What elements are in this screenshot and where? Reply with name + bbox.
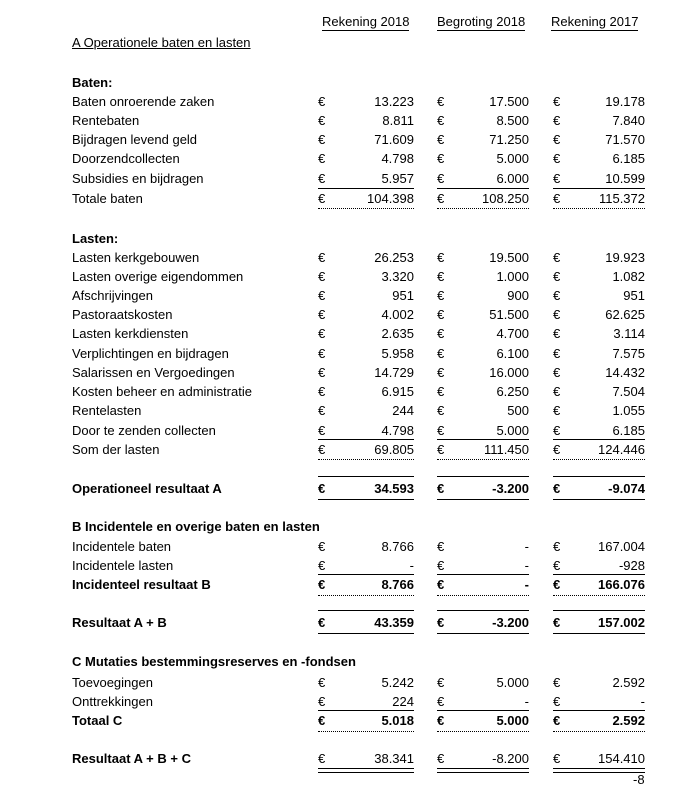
cell-value: 5.958: [381, 346, 414, 361]
cell-value: -3.200: [492, 615, 529, 630]
row-label-verplichtingen-en-bijdragen: Verplichtingen en bijdragen: [72, 346, 229, 361]
table-row: [0, 93, 681, 112]
section-rule: [553, 499, 645, 500]
currency-symbol: €: [553, 481, 561, 496]
section-rule: [437, 499, 529, 500]
table-row: [0, 614, 681, 633]
currency-symbol: €: [318, 113, 326, 128]
table-row: [0, 402, 681, 421]
cell-value: 166.076: [598, 577, 645, 592]
total-dotted-underline: [553, 459, 645, 460]
currency-symbol: €: [553, 113, 561, 128]
currency-symbol: €: [437, 577, 445, 592]
cell-value: 4.798: [381, 423, 414, 438]
currency-symbol: €: [437, 171, 445, 186]
subtotal-underline: [553, 574, 645, 575]
lasten-heading: Lasten:: [72, 231, 119, 246]
cell-value: 6.185: [612, 151, 645, 166]
cell-value: 71.570: [605, 132, 645, 147]
section-rule: [318, 610, 414, 611]
subtotal-underline: [437, 574, 529, 575]
currency-symbol: €: [318, 539, 326, 554]
row-label-salarissen-en-vergoedingen: Salarissen en Vergoedingen: [72, 365, 235, 380]
cell-value: 5.957: [381, 171, 414, 186]
section-rule: [553, 476, 645, 477]
baten-heading: Baten:: [72, 75, 113, 90]
cell-value: 3.320: [381, 269, 414, 284]
currency-symbol: €: [318, 615, 326, 630]
cell-value: 5.000: [496, 675, 529, 690]
currency-symbol: €: [318, 442, 326, 457]
table-row: [0, 287, 681, 306]
row-label-rentelasten: Rentelasten: [72, 403, 142, 418]
section-rule: [437, 633, 529, 634]
row-label-totale-baten: Totale baten: [72, 191, 143, 206]
cell-value: 1.000: [496, 269, 529, 284]
currency-symbol: €: [318, 132, 326, 147]
currency-symbol: €: [437, 423, 445, 438]
cell-value: 1.082: [612, 269, 645, 284]
currency-symbol: €: [318, 481, 326, 496]
currency-symbol: €: [437, 250, 445, 265]
cell-value: 7.575: [612, 346, 645, 361]
row-label-lasten-kerkdiensten: Lasten kerkdiensten: [72, 326, 189, 341]
currency-symbol: €: [437, 113, 445, 128]
subtotal-underline: [318, 710, 414, 711]
total-dotted-underline: [553, 208, 645, 209]
currency-symbol: €: [553, 346, 561, 361]
section-rule: [437, 476, 529, 477]
currency-symbol: €: [437, 713, 445, 728]
currency-symbol: €: [553, 675, 561, 690]
row-label-rentebaten: Rentebaten: [72, 113, 140, 128]
table-row: [0, 674, 681, 693]
currency-symbol: €: [318, 94, 326, 109]
total-dotted-underline: [318, 208, 414, 209]
currency-symbol: €: [318, 403, 326, 418]
currency-symbol: €: [553, 191, 561, 206]
cell-value: 4.700: [496, 326, 529, 341]
row-label-door-te-zenden-collecten: Door te zenden collecten: [72, 423, 216, 438]
cell-value: 19.178: [605, 94, 645, 109]
cell-value: -: [524, 558, 529, 573]
currency-symbol: €: [553, 250, 561, 265]
double-underline: [318, 768, 414, 773]
row-label-afschrijvingen: Afschrijvingen: [72, 288, 153, 303]
table-row: [0, 383, 681, 402]
currency-symbol: €: [437, 191, 445, 206]
currency-symbol: €: [437, 694, 445, 709]
cell-value: 108.250: [482, 191, 529, 206]
currency-symbol: €: [437, 132, 445, 147]
section-b-heading: B Incidentele en overige baten en lasten: [72, 519, 320, 534]
table-row: [0, 170, 681, 189]
row-label-toevoegingen: Toevoegingen: [72, 675, 153, 690]
table-row: [0, 249, 681, 268]
total-dotted-underline: [318, 731, 414, 732]
section-rule: [437, 610, 529, 611]
cell-value: 5.018: [381, 713, 414, 728]
table-row: [0, 306, 681, 325]
currency-symbol: €: [553, 288, 561, 303]
currency-symbol: €: [437, 558, 445, 573]
cell-value: 6.100: [496, 346, 529, 361]
section-c-heading: C Mutaties bestemmingsreserves en -fondsen: [72, 654, 356, 669]
cell-value: 951: [623, 288, 645, 303]
cell-value: 157.002: [598, 615, 645, 630]
double-underline: [553, 768, 645, 773]
cell-value: 38.341: [374, 751, 414, 766]
cell-value: 2.635: [381, 326, 414, 341]
cell-value: 43.359: [374, 615, 414, 630]
currency-symbol: €: [437, 675, 445, 690]
currency-symbol: €: [437, 481, 445, 496]
section-a-title: A Operationele baten en lasten: [72, 35, 251, 50]
currency-symbol: €: [437, 442, 445, 457]
currency-symbol: €: [553, 615, 561, 630]
currency-symbol: €: [318, 713, 326, 728]
row-label-kosten-beheer-en-administratie: Kosten beheer en administratie: [72, 384, 252, 399]
currency-symbol: €: [553, 269, 561, 284]
subtotal-underline: [318, 188, 414, 189]
cell-value: 154.410: [598, 751, 645, 766]
cell-value: 6.915: [381, 384, 414, 399]
table-row: [0, 268, 681, 287]
cell-value: 124.446: [598, 442, 645, 457]
row-label-resultaat-a-b-c: Resultaat A + B + C: [72, 751, 191, 766]
currency-symbol: €: [318, 346, 326, 361]
subtotal-underline: [437, 439, 529, 440]
cell-value: 19.923: [605, 250, 645, 265]
currency-symbol: €: [437, 307, 445, 322]
cell-value: -: [524, 694, 529, 709]
currency-symbol: €: [318, 423, 326, 438]
cell-value: 8.811: [382, 113, 414, 128]
currency-symbol: €: [437, 94, 445, 109]
currency-symbol: €: [553, 94, 561, 109]
currency-symbol: €: [437, 288, 445, 303]
currency-symbol: €: [318, 694, 326, 709]
subtotal-underline: [553, 188, 645, 189]
currency-symbol: €: [553, 171, 561, 186]
total-dotted-underline: [437, 459, 529, 460]
double-underline: [437, 768, 529, 773]
cell-value: 4.798: [381, 151, 414, 166]
cell-value: 10.599: [605, 171, 645, 186]
cell-value: 71.250: [489, 132, 529, 147]
cell-value: 7.840: [612, 113, 645, 128]
cell-value: 13.223: [374, 94, 414, 109]
cell-value: 3.114: [613, 326, 645, 341]
total-dotted-underline: [437, 595, 529, 596]
table-row: [0, 150, 681, 169]
cell-value: 8.766: [381, 577, 414, 592]
table-row: [0, 345, 681, 364]
currency-symbol: €: [437, 151, 445, 166]
currency-symbol: €: [318, 751, 326, 766]
currency-symbol: €: [437, 384, 445, 399]
subtotal-underline: [553, 710, 645, 711]
row-label-onttrekkingen: Onttrekkingen: [72, 694, 153, 709]
section-rule: [553, 633, 645, 634]
cell-value: 7.504: [612, 384, 645, 399]
subtotal-underline: [437, 188, 529, 189]
total-dotted-underline: [318, 459, 414, 460]
table-row: [0, 325, 681, 344]
cell-value: -928: [618, 558, 645, 573]
cell-value: -8.200: [492, 751, 529, 766]
row-label-resultaat-a-b: Resultaat A + B: [72, 615, 167, 630]
total-dotted-underline: [437, 208, 529, 209]
cell-value: 115.372: [598, 191, 645, 206]
cell-value: 5.000: [496, 713, 529, 728]
row-label-subsidies-en-bijdragen: Subsidies en bijdragen: [72, 171, 204, 186]
currency-symbol: €: [437, 346, 445, 361]
cell-value: -: [524, 577, 529, 592]
cell-value: 6.185: [612, 423, 645, 438]
currency-symbol: €: [437, 539, 445, 554]
cell-value: 104.398: [367, 191, 414, 206]
total-dotted-underline: [437, 731, 529, 732]
currency-symbol: €: [318, 191, 326, 206]
cell-value: -9.074: [608, 481, 645, 496]
currency-symbol: €: [437, 403, 445, 418]
currency-symbol: €: [553, 423, 561, 438]
cell-value: 167.004: [598, 539, 645, 554]
currency-symbol: €: [553, 384, 561, 399]
currency-symbol: €: [318, 365, 326, 380]
cell-value: 16.000: [489, 365, 529, 380]
currency-symbol: €: [437, 365, 445, 380]
cell-value: 34.593: [374, 481, 414, 496]
row-label-incidentele-lasten: Incidentele lasten: [72, 558, 174, 573]
cell-value: 6.000: [496, 171, 529, 186]
cell-value: 1.055: [612, 403, 645, 418]
cell-value: 244: [392, 403, 414, 418]
currency-symbol: €: [318, 577, 326, 592]
subtotal-underline: [318, 574, 414, 575]
page-number: -8: [633, 772, 645, 787]
cell-value: 5.000: [496, 423, 529, 438]
currency-symbol: €: [318, 384, 326, 399]
currency-symbol: €: [318, 171, 326, 186]
cell-value: -: [524, 539, 529, 554]
cell-value: 900: [507, 288, 529, 303]
table-row: [0, 131, 681, 150]
section-rule: [553, 610, 645, 611]
cell-value: 17.500: [489, 94, 529, 109]
row-label-baten-onroerende-zaken: Baten onroerende zaken: [72, 94, 215, 109]
currency-symbol: €: [437, 326, 445, 341]
total-dotted-underline: [553, 731, 645, 732]
cell-value: 500: [507, 403, 529, 418]
subtotal-underline: [553, 439, 645, 440]
row-label-operationeel-resultaat-a: Operationeel resultaat A: [72, 481, 222, 496]
table-row: [0, 712, 681, 731]
cell-value: 224: [392, 694, 414, 709]
currency-symbol: €: [437, 615, 445, 630]
table-row: [0, 750, 681, 769]
row-label-totaal-c: Totaal C: [72, 713, 123, 728]
cell-value: 8.500: [496, 113, 529, 128]
row-label-incidenteel-resultaat-b: Incidenteel resultaat B: [72, 577, 211, 592]
currency-symbol: €: [437, 269, 445, 284]
cell-value: 69.805: [374, 442, 414, 457]
currency-symbol: €: [553, 751, 561, 766]
currency-symbol: €: [553, 365, 561, 380]
table-row: [0, 190, 681, 209]
cell-value: 951: [392, 288, 414, 303]
total-dotted-underline: [318, 595, 414, 596]
col-header-begroting-2018: Begroting 2018: [437, 14, 526, 29]
currency-symbol: €: [553, 132, 561, 147]
row-label-lasten-kerkgebouwen: Lasten kerkgebouwen: [72, 250, 200, 265]
row-label-bijdragen-levend-geld: Bijdragen levend geld: [72, 132, 198, 147]
cell-value: 2.592: [612, 713, 645, 728]
cell-value: -3.200: [492, 481, 529, 496]
currency-symbol: €: [318, 250, 326, 265]
cell-value: 8.766: [381, 539, 414, 554]
currency-symbol: €: [318, 288, 326, 303]
table-row: [0, 364, 681, 383]
cell-value: 2.592: [612, 675, 645, 690]
cell-value: 62.625: [605, 307, 645, 322]
row-label-pastoraatskosten: Pastoraatskosten: [72, 307, 173, 322]
row-label-lasten-overige-eigendommen: Lasten overige eigendommen: [72, 269, 244, 284]
currency-symbol: €: [553, 577, 561, 592]
cell-value: -: [640, 694, 645, 709]
row-label-incidentele-baten: Incidentele baten: [72, 539, 172, 554]
cell-value: 51.500: [489, 307, 529, 322]
table-row: [0, 576, 681, 595]
cell-value: 4.002: [381, 307, 414, 322]
table-row: [0, 441, 681, 460]
currency-symbol: €: [553, 326, 561, 341]
cell-value: 5.242: [381, 675, 414, 690]
currency-symbol: €: [553, 442, 561, 457]
cell-value: 111.450: [483, 442, 529, 457]
section-rule: [318, 633, 414, 634]
currency-symbol: €: [553, 713, 561, 728]
currency-symbol: €: [553, 694, 561, 709]
cell-value: 71.609: [374, 132, 414, 147]
currency-symbol: €: [437, 751, 445, 766]
currency-symbol: €: [318, 269, 326, 284]
section-rule: [318, 499, 414, 500]
cell-value: 26.253: [374, 250, 414, 265]
currency-symbol: €: [553, 151, 561, 166]
cell-value: -: [409, 558, 414, 573]
total-dotted-underline: [553, 595, 645, 596]
currency-symbol: €: [318, 675, 326, 690]
subtotal-underline: [318, 439, 414, 440]
currency-symbol: €: [318, 151, 326, 166]
section-rule: [318, 476, 414, 477]
currency-symbol: €: [553, 558, 561, 573]
cell-value: 19.500: [489, 250, 529, 265]
row-label-doorzendcollecten: Doorzendcollecten: [72, 151, 180, 166]
table-row: [0, 480, 681, 499]
cell-value: 14.729: [374, 365, 414, 380]
currency-symbol: €: [553, 307, 561, 322]
cell-value: 14.432: [605, 365, 645, 380]
cell-value: 6.250: [496, 384, 529, 399]
cell-value: 5.000: [496, 151, 529, 166]
subtotal-underline: [437, 710, 529, 711]
table-row: [0, 112, 681, 131]
row-label-som-der-lasten: Som der lasten: [72, 442, 160, 457]
table-row: [0, 538, 681, 557]
col-header-rekening-2017: Rekening 2017: [551, 14, 639, 29]
col-header-rekening-2018: Rekening 2018: [322, 14, 410, 29]
currency-symbol: €: [553, 539, 561, 554]
currency-symbol: €: [318, 558, 326, 573]
currency-symbol: €: [553, 403, 561, 418]
currency-symbol: €: [318, 326, 326, 341]
currency-symbol: €: [318, 307, 326, 322]
